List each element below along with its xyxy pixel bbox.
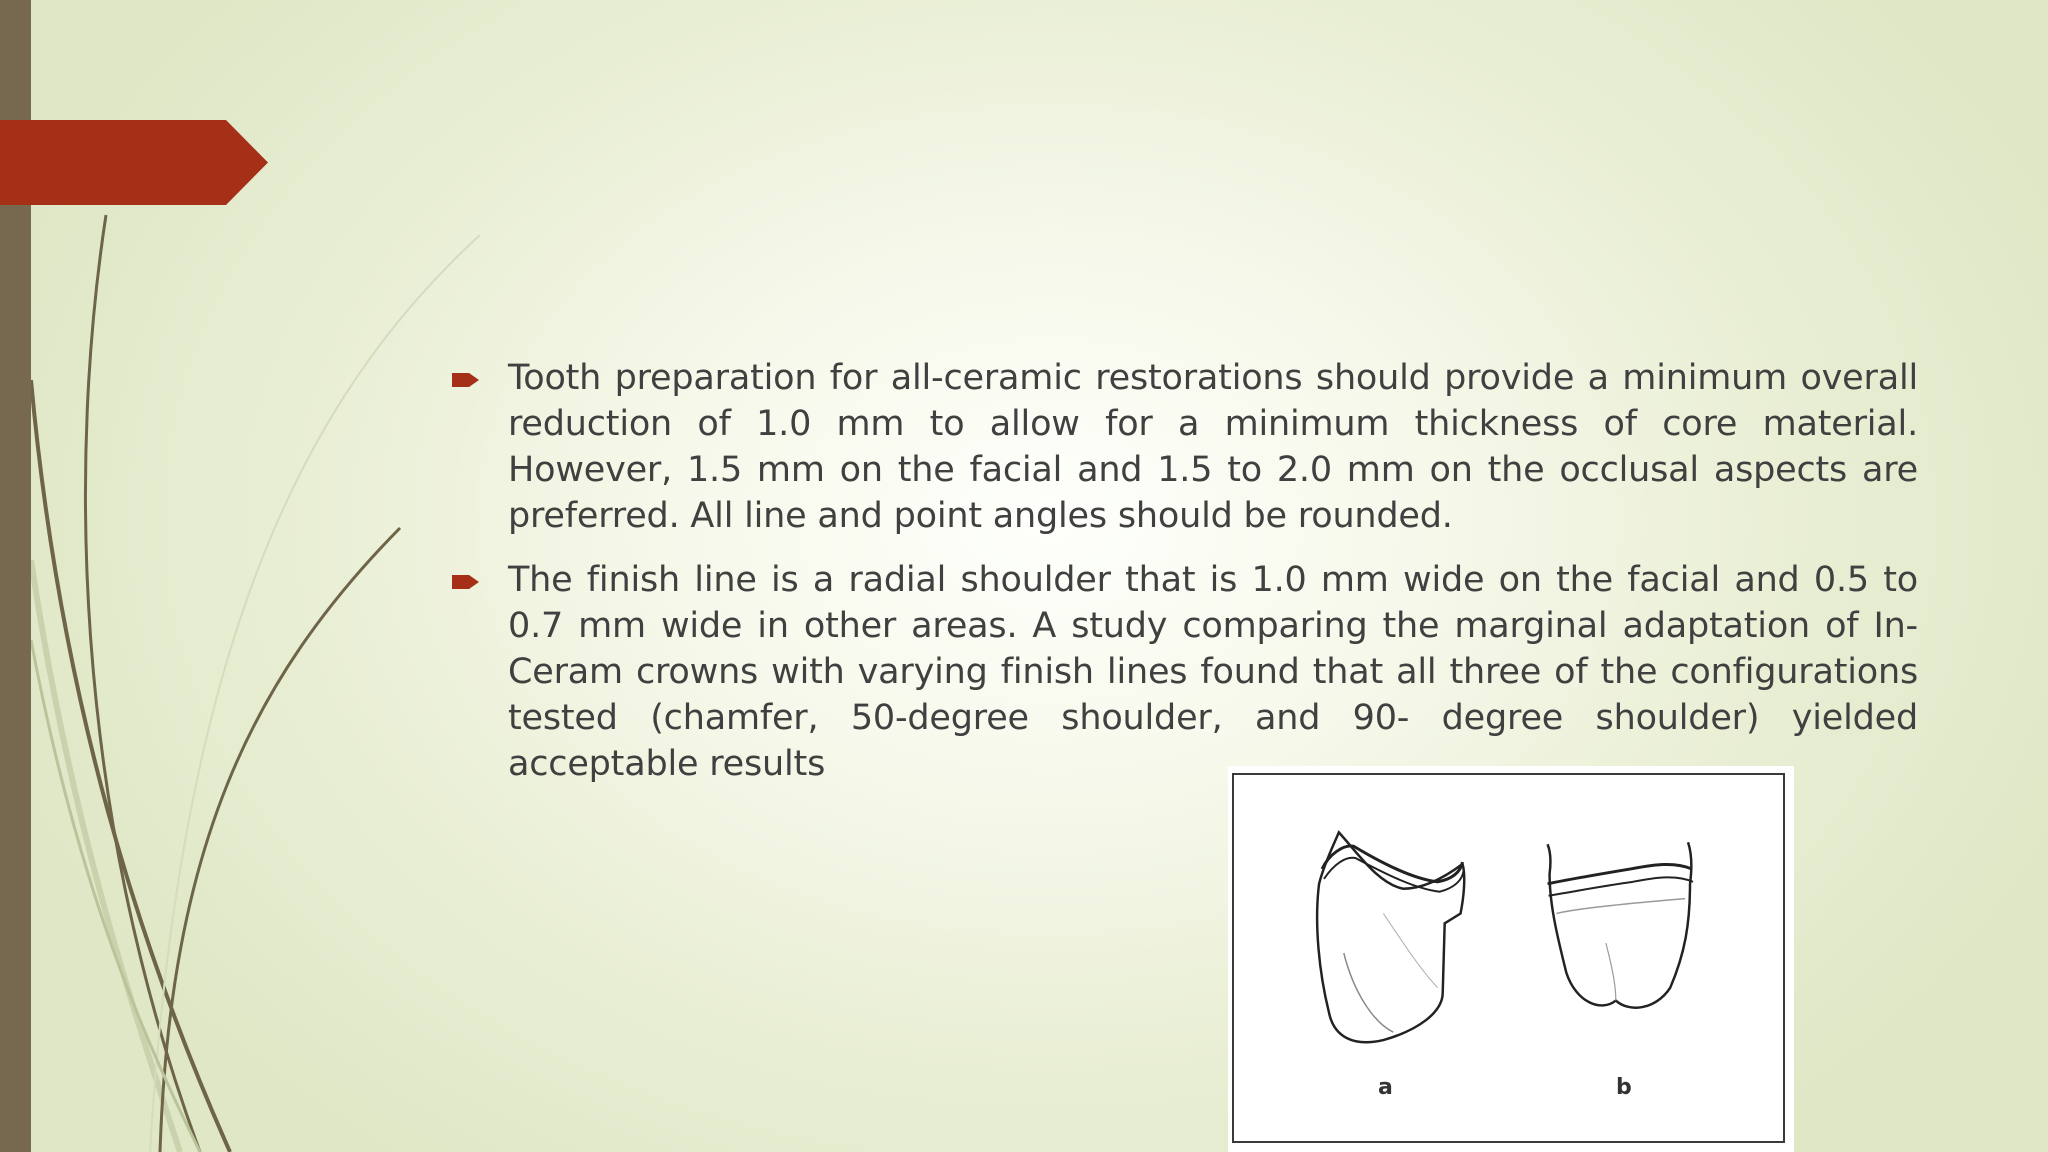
tooth-b-drawing bbox=[1548, 842, 1693, 1007]
bullet-item-2 bbox=[448, 557, 1918, 787]
bullet-text: Tooth preparation for all-ceramic restorations should provide a minimum overall reduction of 1.0 mm to allow for a minimum thickness of core material. However, 1.5 mm on the facial and 1.5 to 2.0 mm on the occlusal aspects are preferred. All line and point angles should be rounded. bbox=[508, 358, 1918, 536]
tooth-a-drawing bbox=[1317, 832, 1464, 1042]
arrow-right-bullet-icon bbox=[452, 573, 480, 591]
bullet-list bbox=[448, 355, 1918, 805]
figure-frame bbox=[1232, 773, 1785, 1143]
figure-label-a: a bbox=[1378, 1075, 1393, 1100]
title-arrow-tab bbox=[0, 120, 268, 205]
bullet-item-1 bbox=[448, 355, 1918, 539]
tooth-drawings bbox=[1234, 775, 1783, 1141]
arrow-right-bullet-icon bbox=[452, 371, 480, 389]
figure-label-b: b bbox=[1616, 1075, 1632, 1100]
bullet-text: The finish line is a radial shoulder that is 1.0 mm wide on the facial and 0.5 to 0.7 mm wide in other areas. A study comparing the marginal adaptation of In-Ceram crowns with varying finish lines found that all three of the configurations tested (chamfer, 50-degree shoulder, and 90- degree shoulder) yielded acceptable results bbox=[508, 560, 1918, 784]
